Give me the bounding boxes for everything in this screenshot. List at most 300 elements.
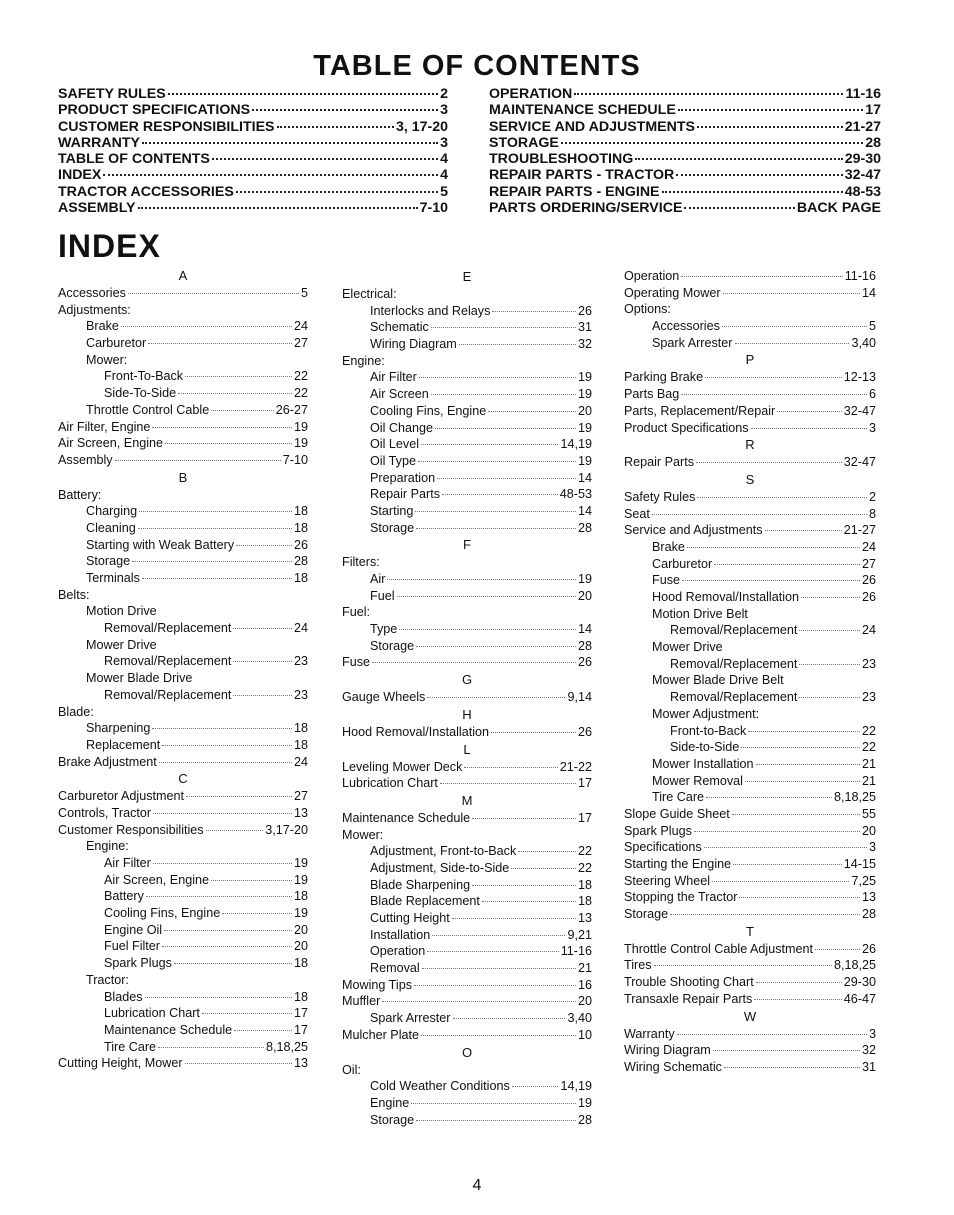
dot-leader xyxy=(799,663,860,665)
index-entry xyxy=(624,318,876,335)
toc-entry-label: REPAIR PARTS - ENGINE xyxy=(489,183,660,200)
toc-entry-label: STORAGE xyxy=(489,134,559,151)
index-entry xyxy=(58,989,308,1006)
dot-leader xyxy=(128,292,299,294)
index-entry-label: Mower Blade Drive Belt xyxy=(652,673,784,688)
dot-leader xyxy=(206,829,264,831)
dot-leader xyxy=(152,727,292,729)
index-entry-page: 22 xyxy=(577,860,592,875)
dot-leader xyxy=(234,1029,292,1031)
index-entry-label: Warranty xyxy=(624,1026,675,1041)
index-entry xyxy=(624,539,876,556)
index-section-letter: B xyxy=(178,469,188,485)
toc-entry-label: TABLE OF CONTENTS xyxy=(58,151,210,168)
dot-leader xyxy=(233,627,292,629)
dot-leader xyxy=(676,173,842,176)
index-entry xyxy=(624,420,876,437)
dot-leader xyxy=(252,108,438,111)
index-entry-page: 13 xyxy=(861,890,876,905)
index-entry-label: Removal/Replacement xyxy=(670,623,798,638)
index-entry-label: Preparation xyxy=(370,470,436,485)
index-entry-label: Removal/Replacement xyxy=(104,687,232,702)
index-entry xyxy=(624,873,876,890)
index-entry xyxy=(342,571,592,588)
index-entry xyxy=(624,789,876,806)
index-entry xyxy=(58,1039,308,1056)
dot-leader xyxy=(418,460,576,462)
index-entry-label: Mower Adjustment: xyxy=(652,706,760,721)
index-entry xyxy=(342,927,592,944)
dot-leader xyxy=(635,157,842,160)
index-entry xyxy=(58,1055,308,1072)
index-entry-label: Trouble Shooting Chart xyxy=(624,975,754,990)
toc-entry xyxy=(489,86,881,102)
dot-leader xyxy=(178,392,292,394)
index-entry-page: 8,18,25 xyxy=(265,1039,308,1054)
index-entry xyxy=(342,1027,592,1044)
index-entry xyxy=(58,285,308,302)
toc-entry xyxy=(489,184,881,200)
toc-entry-page: 21-27 xyxy=(844,118,881,135)
dot-leader xyxy=(382,1000,576,1002)
index-heading xyxy=(342,604,592,621)
index-entry-label: Seat xyxy=(624,506,650,521)
toc-entry xyxy=(58,135,448,151)
dot-leader xyxy=(712,880,849,882)
index-entry-label: Assembly xyxy=(58,452,113,467)
index-entry xyxy=(342,654,592,671)
dot-leader xyxy=(756,763,860,765)
index-entry xyxy=(624,906,876,923)
index-entry-page: 24 xyxy=(293,621,308,636)
toc-entry-label: REPAIR PARTS - TRACTOR xyxy=(489,167,675,184)
toc-entry-label: ASSEMBLY xyxy=(58,200,136,217)
index-entry-page: 14 xyxy=(577,470,592,485)
index-entry xyxy=(58,737,308,754)
index-entry-label: Mower Installation xyxy=(652,756,754,771)
index-entry xyxy=(342,336,592,353)
index-heading xyxy=(624,706,876,723)
dot-leader xyxy=(684,206,795,209)
index-entry-page: 20 xyxy=(293,922,308,937)
index-entry-page: 26 xyxy=(293,537,308,552)
index-entry-label: Oil Change xyxy=(370,420,434,435)
index-heading xyxy=(58,487,308,504)
index-entry xyxy=(624,335,876,352)
index-heading xyxy=(342,1062,592,1079)
index-entry xyxy=(58,1022,308,1039)
index-entry-page: 27 xyxy=(293,789,308,804)
dot-leader xyxy=(561,141,863,144)
index-entry-label: Options: xyxy=(624,302,671,317)
dot-leader xyxy=(202,1012,292,1014)
index-entry xyxy=(624,506,876,523)
toc-entry xyxy=(58,86,448,102)
index-entry-page: 5 xyxy=(868,319,876,334)
index-entry-page: 6 xyxy=(868,387,876,402)
dot-leader xyxy=(148,342,292,344)
index-entry-label: Repair Parts xyxy=(370,487,440,502)
dot-leader xyxy=(185,375,292,377)
index-entry-page: 17 xyxy=(293,1022,308,1037)
index-entry-label: Starting the Engine xyxy=(624,857,732,871)
index-entry-page: 19 xyxy=(577,420,592,435)
dot-leader xyxy=(491,731,576,733)
index-entry-page: 31 xyxy=(577,320,592,335)
dot-leader xyxy=(799,629,860,631)
index-entry xyxy=(58,653,308,670)
dot-leader xyxy=(222,912,292,914)
dot-leader xyxy=(697,496,867,498)
index-entry xyxy=(342,486,592,503)
index-entry-label: Removal/Replacement xyxy=(104,621,232,636)
index-entry-page: 14,19 xyxy=(560,1079,592,1094)
index-title: INDEX xyxy=(58,228,161,264)
dot-leader xyxy=(472,884,576,886)
index-heading xyxy=(624,606,876,623)
dot-leader xyxy=(815,948,860,950)
index-entry xyxy=(342,877,592,894)
dot-leader xyxy=(212,157,438,160)
index-section-letter: R xyxy=(745,437,755,453)
index-entry xyxy=(58,905,308,922)
index-entry-label: Service and Adjustments xyxy=(624,523,763,538)
index-entry xyxy=(342,453,592,470)
dot-leader xyxy=(442,493,558,495)
index-entry-label: Starting xyxy=(370,503,414,518)
index-entry-page: 18 xyxy=(293,737,308,752)
dot-leader xyxy=(518,850,576,852)
toc-entry-label: MAINTENANCE SCHEDULE xyxy=(489,102,676,119)
dot-leader xyxy=(440,782,576,784)
index-entry-page: 14,19 xyxy=(560,437,592,452)
toc-title: TABLE OF CONTENTS xyxy=(313,50,641,82)
index-entry-page: 32-47 xyxy=(843,455,876,470)
dot-leader xyxy=(677,1033,867,1035)
index-entry xyxy=(342,1095,592,1112)
dot-leader xyxy=(186,795,292,797)
index-entry-label: Operation xyxy=(370,944,426,959)
index-entry-page: 26 xyxy=(861,573,876,588)
index-entry-page: 23 xyxy=(861,656,876,671)
index-entry-label: Parts Bag xyxy=(624,387,680,402)
index-entry xyxy=(624,889,876,906)
index-entry-label: Repair Parts xyxy=(624,455,694,470)
index-entry-label: Oil Type xyxy=(370,453,416,468)
index-heading xyxy=(58,352,308,369)
index-entry-page: 14 xyxy=(577,503,592,518)
index-entry xyxy=(624,957,876,974)
index-entry-page: 19 xyxy=(577,572,592,586)
index-entry xyxy=(58,855,308,872)
index-entry-label: Tire Care xyxy=(104,1039,157,1054)
index-entry-page: 20 xyxy=(861,823,876,838)
index-entry xyxy=(342,775,592,792)
index-entry xyxy=(624,285,876,302)
index-entry-page: 2 xyxy=(868,489,876,504)
index-entry xyxy=(58,805,308,822)
toc-entry xyxy=(489,151,881,167)
index-heading xyxy=(58,587,308,604)
toc-entry-label: PARTS ORDERING/SERVICE xyxy=(489,200,683,217)
index-entry-label: Customer Responsibilities xyxy=(58,822,204,837)
dot-leader xyxy=(422,967,576,969)
toc-entry xyxy=(489,167,881,183)
index-entry-label: Air Filter, Engine xyxy=(58,419,151,434)
index-entry-page: 19 xyxy=(293,436,308,451)
index-entry-label: Starting with Weak Battery xyxy=(86,537,235,552)
index-entry xyxy=(624,856,876,873)
dot-leader xyxy=(670,913,860,915)
dot-leader xyxy=(165,442,292,444)
toc-entry xyxy=(489,119,881,135)
dot-leader xyxy=(714,563,860,565)
index-heading xyxy=(624,672,876,689)
toc-entry xyxy=(58,119,448,135)
index-entry-page: 32-47 xyxy=(843,403,876,418)
index-entry-label: Controls, Tractor xyxy=(58,805,152,820)
index-entry-label: Mower: xyxy=(342,827,384,842)
index-entry-label: Accessories xyxy=(652,319,720,334)
index-entry-page: 3,40 xyxy=(851,335,876,350)
toc-entry-page: BACK PAGE xyxy=(796,200,881,217)
index-entry-label: Battery: xyxy=(58,487,102,502)
dot-leader xyxy=(492,310,576,312)
index-entry-label: Type xyxy=(370,622,398,637)
dot-leader xyxy=(145,996,292,998)
dot-leader xyxy=(168,92,438,95)
index-entry xyxy=(342,993,592,1010)
index-entry-page: 11-16 xyxy=(844,269,876,283)
index-entry-label: Adjustment, Front-to-Back xyxy=(370,844,517,859)
index-entry-label: Engine: xyxy=(342,353,385,368)
index-entry-page: 22 xyxy=(861,723,876,738)
index-entry xyxy=(342,621,592,638)
dot-leader xyxy=(437,477,576,479)
dot-leader xyxy=(121,325,292,327)
index-entry-page: 32 xyxy=(861,1043,876,1058)
dot-leader xyxy=(411,1102,576,1104)
index-entry-page: 19 xyxy=(577,387,592,402)
index-entry-label: Mowing Tips xyxy=(342,977,412,992)
index-entry-label: Slope Guide Sheet xyxy=(624,806,730,821)
index-entry xyxy=(342,369,592,386)
index-heading xyxy=(58,637,308,654)
index-entry xyxy=(58,788,308,805)
index-entry-label: Motion Drive xyxy=(86,604,157,619)
dot-leader xyxy=(713,1049,860,1051)
index-entry xyxy=(624,773,876,790)
index-entry-page: 19 xyxy=(293,419,308,434)
index-entry-label: Spark Plugs xyxy=(624,823,692,838)
toc-entry xyxy=(58,200,448,216)
index-entry-label: Oil Level xyxy=(370,437,419,452)
index-entry-label: Carburetor xyxy=(86,336,147,351)
index-entry-label: Throttle Control Cable xyxy=(86,402,210,417)
index-entry xyxy=(342,319,592,336)
index-entry-label: Mower: xyxy=(86,352,128,367)
index-entry-page: 18 xyxy=(577,877,592,892)
index-entry-page: 8,18,25 xyxy=(833,958,876,973)
index-entry-page: 28 xyxy=(293,554,308,569)
index-entry xyxy=(624,572,876,589)
index-entry-label: Brake xyxy=(86,319,119,334)
index-entry xyxy=(342,1112,592,1129)
dot-leader xyxy=(754,998,841,1000)
index-entry-label: Removal/Replacement xyxy=(670,656,798,671)
dot-leader xyxy=(741,746,860,748)
dot-leader xyxy=(472,817,576,819)
index-entry-page: 3,17-20 xyxy=(265,822,308,837)
index-entry-page: 13 xyxy=(293,1056,308,1071)
index-entry-label: Blade Replacement xyxy=(370,894,480,909)
index-entry-page: 19 xyxy=(577,1095,592,1110)
index-entry-page: 22 xyxy=(293,386,308,401)
dot-leader xyxy=(733,863,842,865)
index-entry-label: Hood Removal/Installation xyxy=(342,724,490,739)
index-entry-label: Spark Arrester xyxy=(652,335,733,350)
index-entry-label: Removal xyxy=(370,961,420,976)
index-entry xyxy=(58,385,308,402)
dot-leader xyxy=(138,206,418,209)
index-entry-label: Spark Plugs xyxy=(104,956,172,971)
toc-entry-page: 7-10 xyxy=(419,200,448,217)
index-entry-page: 24 xyxy=(293,754,308,769)
index-entry-page: 20 xyxy=(577,994,592,1009)
index-entry-page: 23 xyxy=(293,687,308,702)
index-entry xyxy=(58,570,308,587)
dot-leader xyxy=(419,376,576,378)
index-entry-page: 12-13 xyxy=(843,370,876,385)
dot-leader xyxy=(722,325,867,327)
index-entry-page: 5 xyxy=(300,286,308,300)
index-section-letter: A xyxy=(178,268,188,283)
index-entry-label: Parts, Replacement/Repair xyxy=(624,403,776,418)
dot-leader xyxy=(233,694,292,696)
dot-leader xyxy=(372,661,576,663)
toc-entry-label: WARRANTY xyxy=(58,134,140,151)
index-entry-page: 21-27 xyxy=(843,523,876,538)
index-entry-label: Leveling Mower Deck xyxy=(342,759,463,774)
index-entry-label: Muffler xyxy=(342,994,381,1009)
index-section-letter: E xyxy=(462,269,472,284)
dot-leader xyxy=(723,292,860,294)
index-heading xyxy=(58,670,308,687)
index-entry xyxy=(624,1059,876,1076)
index-entry xyxy=(342,403,592,420)
index-entry xyxy=(342,386,592,403)
index-entry xyxy=(342,759,592,776)
index-entry-page: 31 xyxy=(861,1059,876,1074)
toc-entry-label: TRACTOR ACCESSORIES xyxy=(58,183,234,200)
index-entry xyxy=(342,724,592,741)
index-entry xyxy=(342,893,592,910)
dot-leader xyxy=(704,846,867,848)
index-entry-page: 21 xyxy=(577,961,592,976)
dot-leader xyxy=(427,696,565,698)
index-entry-label: Maintenance Schedule xyxy=(104,1022,233,1037)
index-heading xyxy=(342,554,592,571)
dot-leader xyxy=(211,879,292,881)
toc-entry-page: 3 xyxy=(440,134,448,151)
index-section-letter: P xyxy=(745,352,755,368)
dot-leader xyxy=(799,696,860,698)
dot-leader xyxy=(687,546,860,548)
dot-leader xyxy=(277,125,394,128)
index-entry-page: 26 xyxy=(577,655,592,670)
index-entry xyxy=(342,503,592,520)
index-entry-label: Tire Care xyxy=(652,790,705,805)
toc-entry-page: 3 xyxy=(440,102,448,119)
index-entry-page: 24 xyxy=(861,539,876,554)
index-entry-page: 20 xyxy=(577,403,592,418)
index-entry-page: 19 xyxy=(293,856,308,870)
index-entry-label: Carburetor Adjustment xyxy=(58,789,184,804)
index-entry-page: 13 xyxy=(293,805,308,820)
dot-leader xyxy=(681,393,867,395)
index-entry-page: 19 xyxy=(577,370,592,385)
dot-leader xyxy=(416,527,576,529)
index-entry-label: Adjustment, Side-to-Side xyxy=(370,860,510,875)
index-entry-page: 28 xyxy=(577,1112,592,1127)
dot-leader xyxy=(464,766,557,768)
index-entry-page: 13 xyxy=(577,911,592,925)
dot-leader xyxy=(678,108,863,111)
index-entry xyxy=(58,318,308,335)
index-entry xyxy=(624,941,876,958)
index-entry-label: Brake xyxy=(652,539,685,554)
index-entry-label: Wiring Schematic xyxy=(624,1059,722,1074)
index-entry-label: Blades xyxy=(104,989,143,1004)
index-entry xyxy=(58,520,308,537)
index-entry xyxy=(342,860,592,877)
index-entry-page: 10 xyxy=(577,1027,592,1042)
index-section-letter: G xyxy=(461,672,473,688)
index-entry-label: Tires xyxy=(624,958,652,973)
dot-leader xyxy=(662,190,843,193)
index-section-letter: C xyxy=(178,771,188,787)
dot-leader xyxy=(236,190,438,193)
index-entry xyxy=(624,1026,876,1043)
index-entry-page: 18 xyxy=(293,504,308,519)
index-entry-page: 7,25 xyxy=(851,873,876,888)
index-entry-label: Removal/Replacement xyxy=(104,654,232,669)
index-entry-label: Parking Brake xyxy=(624,370,704,385)
toc-entry xyxy=(58,102,448,118)
index-entry-label: Filters: xyxy=(342,555,380,570)
index-entry xyxy=(624,1042,876,1059)
index-entry xyxy=(342,638,592,655)
index-entry xyxy=(624,806,876,823)
dot-leader xyxy=(696,461,842,463)
index-entry xyxy=(624,689,876,706)
index-heading xyxy=(342,827,592,844)
dot-leader xyxy=(459,343,576,345)
index-entry xyxy=(58,537,308,554)
toc-entry-label: CUSTOMER RESPONSIBILITIES xyxy=(58,118,275,135)
index-entry xyxy=(58,620,308,637)
toc-entry-label: TROUBLESHOOTING xyxy=(489,151,634,168)
index-entry xyxy=(624,839,876,856)
dot-leader xyxy=(431,326,576,328)
index-entry-label: Air Filter xyxy=(370,370,417,385)
dot-leader xyxy=(453,1017,566,1019)
toc-entry-page: 29-30 xyxy=(844,151,881,168)
index-entry xyxy=(58,922,308,939)
index-entry xyxy=(58,435,308,452)
index-entry-page: 7-10 xyxy=(282,452,308,467)
index-entry xyxy=(624,403,876,420)
